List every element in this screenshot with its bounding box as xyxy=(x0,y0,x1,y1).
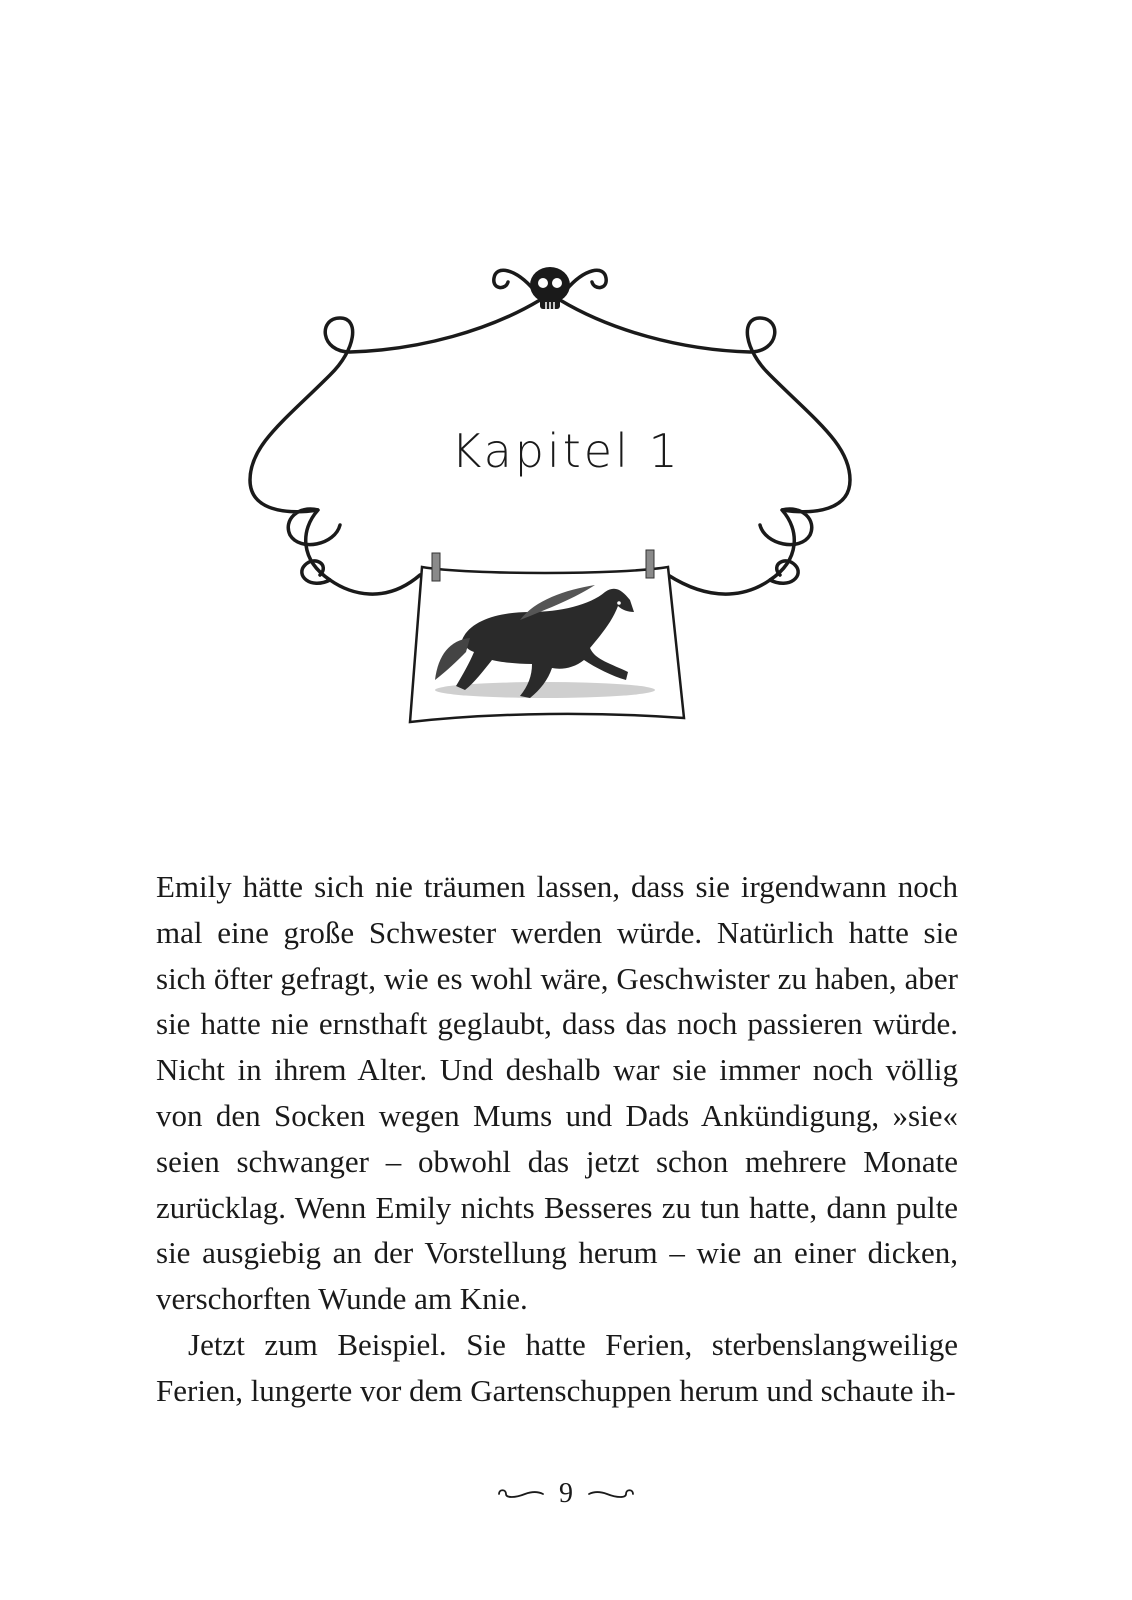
swash-right-icon xyxy=(587,1484,637,1504)
ornament-curl-right-bottom xyxy=(770,561,798,583)
hanging-picture xyxy=(410,550,684,722)
paragraph: Jetzt zum Beispiel. Sie hatte Ferien, sterbenslangweilige Ferien, lungerte vor dem Gartenschuppen herum und schaute ih- xyxy=(156,1326,958,1408)
ornament-swirl-right-top xyxy=(566,270,606,290)
clothespin-left xyxy=(432,553,440,581)
page-number: 9 xyxy=(559,1478,573,1509)
ornament-arch-right xyxy=(560,300,850,545)
chapter-title: Kapitel 1 xyxy=(451,424,681,478)
ornament-arch-left xyxy=(250,300,540,545)
page-footer xyxy=(0,1478,1132,1510)
swash-left-icon xyxy=(495,1484,545,1504)
paragraph: Emily hätte sich nie träumen lassen, dass sie irgendwann noch mal eine große Schwester werden würde. Natürlich hatte sie sich öfter gefragt, wie es wohl wäre, Geschwister zu haben, aber sie hatte nie ernsthaft geglaubt, dass das noch passieren würde. Nicht in ihrem Alter. Und deshalb war sie immer noch völlig von den Socken wegen Mums und Dads Ankündigung, »sie« seien schwanger – obwohl das jetzt schon mehrere Monate zurücklag. Wenn Emily nichts Besseres zu tun hatte, dann pulte sie ausgiebig an der Vorstellung herum – wie an einer dicken, verschorften Wunde am Knie. xyxy=(156,869,958,1317)
body-text xyxy=(156,864,958,1414)
clothespin-right xyxy=(646,550,654,578)
ornament-curl-left-bottom xyxy=(302,561,330,583)
ornament-swirl-left-top xyxy=(494,270,534,290)
